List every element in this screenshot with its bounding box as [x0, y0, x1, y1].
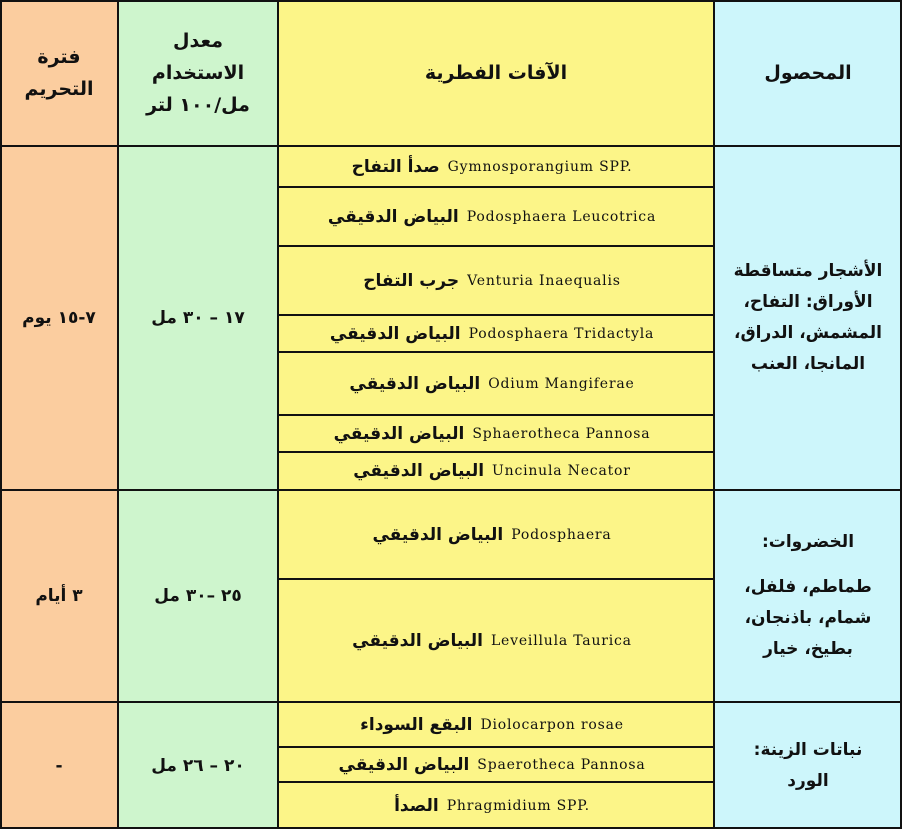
group-1-crop [714, 146, 902, 490]
header-pests-label: الآفات الفطرية [424, 62, 568, 84]
group-3-rate [118, 702, 278, 829]
group-3-rate-value: ٢٠ – ٢٦ مل [151, 755, 245, 776]
header-pests [278, 0, 714, 146]
pest-row [278, 490, 714, 579]
pest-arabic: البياض الدقيقي [338, 754, 470, 775]
grid-line [278, 351, 714, 353]
pest-arabic: البياض الدقيقي [353, 461, 485, 481]
grid-line [0, 489, 902, 491]
pest-row [278, 702, 714, 747]
group-2-period-value: ٣ أيام [35, 586, 83, 606]
group-2-crop [714, 490, 902, 702]
pest-row [278, 415, 714, 452]
grid-line [278, 314, 714, 316]
pest-arabic: البياض الدقيقي [333, 423, 465, 444]
grid-line [278, 578, 714, 580]
grid-line [278, 451, 714, 453]
header-rate [118, 0, 278, 146]
grid-line [0, 0, 2, 829]
pest-latin: Podosphaera Leucotrica [466, 208, 657, 225]
group-2-rate [118, 490, 278, 702]
pest-arabic: جرب التفاح [363, 270, 460, 291]
header-crop [714, 0, 902, 146]
grid-line [278, 245, 714, 247]
pest-row [278, 352, 714, 415]
group-2-crop-title: الخضروات: [761, 532, 855, 552]
pest-arabic: البياض الدقيقي [349, 373, 481, 394]
pest-latin: Uncinula Necator [492, 463, 631, 479]
pest-latin: Podosphaera Tridactyla [468, 325, 655, 342]
pest-arabic: الصدأ [394, 795, 439, 816]
pest-row [278, 747, 714, 782]
group-2-rate-value: ٢٥ –٣٠ مل [154, 586, 242, 606]
pest-row [278, 187, 714, 246]
pest-latin: Phragmidium SPP. [446, 797, 590, 814]
pest-latin: Leveillula Taurica [490, 632, 632, 649]
group-2-period [0, 490, 118, 702]
header-period-label: فترة التحريم [24, 46, 94, 100]
pest-arabic: البياض الدقيقي [327, 206, 459, 227]
group-1-rate-value: ١٧ – ٣٠ مل [151, 308, 245, 328]
pest-latin: Diolocarpon rosae [480, 716, 624, 733]
header-rate-label: معدل الاستخدام مل/١٠٠ لتر [146, 30, 250, 116]
grid-line [0, 0, 902, 2]
pest-latin: Odium Mangiferae [488, 375, 635, 392]
header-crop-label: المحصول [764, 62, 852, 84]
grid-line [278, 186, 714, 188]
pest-arabic: البياض الدقيقي [329, 323, 461, 344]
pest-arabic: صدأ التفاح [351, 156, 440, 177]
pest-arabic: البياض الدقيقي [372, 524, 504, 545]
group-1-rate [118, 146, 278, 490]
pest-latin: Spaerotheca Pannosa [477, 756, 646, 773]
pest-latin: Podosphaera [511, 526, 612, 543]
grid-line [117, 0, 119, 829]
pest-row [278, 579, 714, 702]
group-3-period [0, 702, 118, 829]
grid-line [0, 701, 902, 703]
grid-line [278, 746, 714, 748]
pest-row [278, 246, 714, 315]
pest-arabic: البياض الدقيقي [352, 630, 483, 651]
group-2-crop-text: طماطم، فلفل، شمام، باذنجان، بطيخ، خيار [744, 577, 872, 659]
group-1-period-value: ٧-١٥ يوم [22, 308, 96, 328]
group-3-period-value: - [55, 755, 63, 776]
pest-latin: Gymnosporangium SPP. [447, 158, 633, 175]
grid-line [278, 781, 714, 783]
pest-row [278, 782, 714, 829]
pest-row [278, 452, 714, 490]
grid-line [0, 145, 902, 147]
group-1-period [0, 146, 118, 490]
pest-latin: Venturia Inaequalis [467, 272, 621, 289]
pest-latin: Sphaerotheca Pannosa [472, 425, 651, 442]
pest-arabic: البقع السوداء [360, 714, 473, 735]
group-3-crop-text: نباتات الزينة: الورد [753, 739, 863, 791]
group-1-crop-text: الأشجار متساقطة الأوراق: التفاح، المشمش، الدراق، المانجا، العنب [733, 261, 883, 374]
group-3-crop [714, 702, 902, 829]
pest-row [278, 315, 714, 352]
pest-row [278, 146, 714, 187]
header-period [0, 0, 118, 146]
grid-line [278, 414, 714, 416]
